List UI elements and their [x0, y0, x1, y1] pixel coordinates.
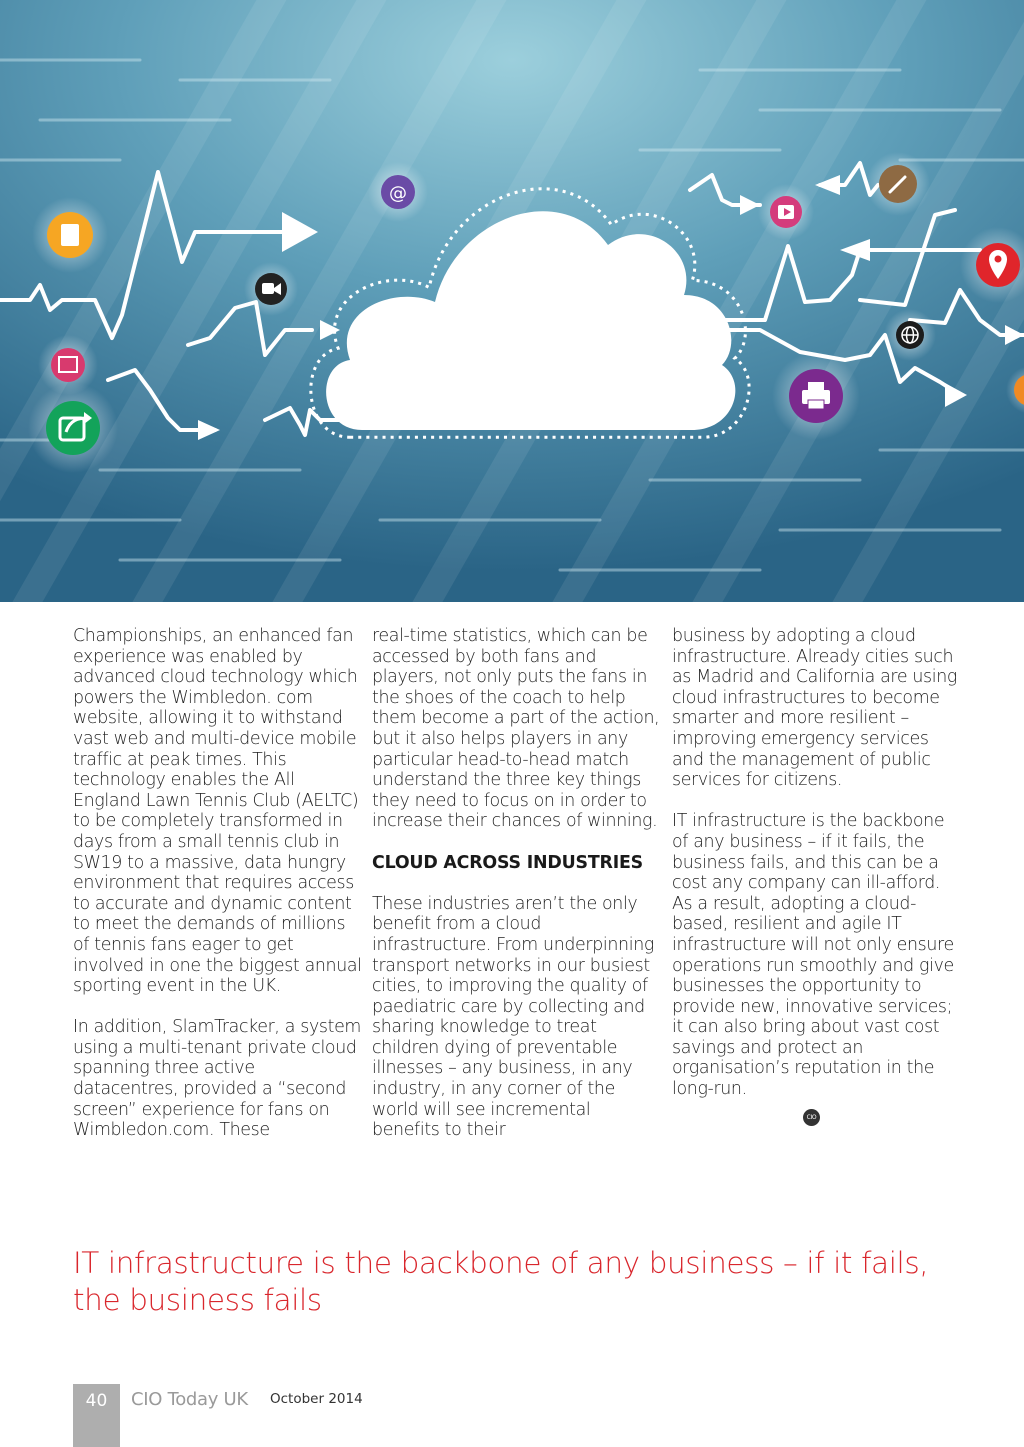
hero-illustration [0, 0, 1024, 602]
paragraph: real-time statistics, which can be accessed by both fans and players, not only puts the fans in the shoes of the coach to help them become a part of the action, but it also helps players in any particular head-to-head match understand the three key things they need to focus on in order to increase their chances of winning. [372, 626, 660, 832]
paragraph: These industries aren’t the only benefit from a cloud infrastructure. From underpinning transport networks in our busiest cities, to improving the quality of paediatric care by collecting and sharing knowledge to treat children dying of preventable illnesses – any business, in any industry, in any corner of the world will see incremental benefits to their [372, 893, 654, 1141]
video-camera-icon [244, 262, 298, 316]
paragraph: IT infrastructure is the backbone of any business – if it fails, the business fails, and this can be a cost any company can ill-afford. As a result, adopting a cloud-based, resilient and agile IT infrastructure will not only ensure operations run smoothly and give businesses the opportunity to provide new, innovative services; it can also bring about vast cost savings and protect an organisation’s reputation in the long-run. [672, 811, 954, 1100]
article-column-1 [73, 626, 363, 1161]
end-of-article-mark: CIO [803, 1109, 820, 1126]
pencil-icon [866, 152, 930, 216]
play-icon [758, 184, 814, 240]
page-number-box [73, 1384, 120, 1447]
paragraph: Championships, an enhanced fan experience was enabled by advanced cloud technology which powers the Wimbledon. com website, allowing it to withstand vast web and multi-device mobile traffic at peak times. This technology enables the All England Lawn Tennis Club (AELTC) to be completely transformed in days from a small tennis club in SW19 to a massive, data hungry environment that requires access to accurate and dynamic content to meet the demands of millions of tennis fans eager to get involved in one the biggest annual sporting event in the UK. [73, 626, 362, 997]
paragraph: In addition, SlamTracker, a system using a multi-tenant private cloud spanning three active datacentres, provided a “second screen” experience for fans on Wimbledon.com. These [73, 1017, 362, 1141]
share-icon [28, 383, 118, 473]
svg-text:@: @ [389, 183, 407, 204]
paragraph: business by adopting a cloud infrastructure. Already cities such as Madrid and California are using cloud infrastructures to become smarter and more resilient – improving emergency services and the management of public services for citizens. [672, 626, 957, 791]
pull-quote: IT infrastructure is the backbone of any business – if it fails, the business fails [73, 1246, 929, 1317]
section-heading: CLOUD ACROSS INDUSTRIES [372, 852, 643, 873]
article-column-3 [672, 626, 962, 1126]
globe-icon [884, 309, 936, 361]
at-sign-icon [368, 162, 428, 222]
article-column-2 [372, 626, 662, 1161]
page-number: 40 [85, 1391, 108, 1411]
printer-icon [772, 352, 860, 440]
issue-date: October 2014 [270, 1391, 363, 1407]
magazine-name: CIO Today UK [131, 1389, 248, 1410]
book-icon [32, 197, 108, 273]
